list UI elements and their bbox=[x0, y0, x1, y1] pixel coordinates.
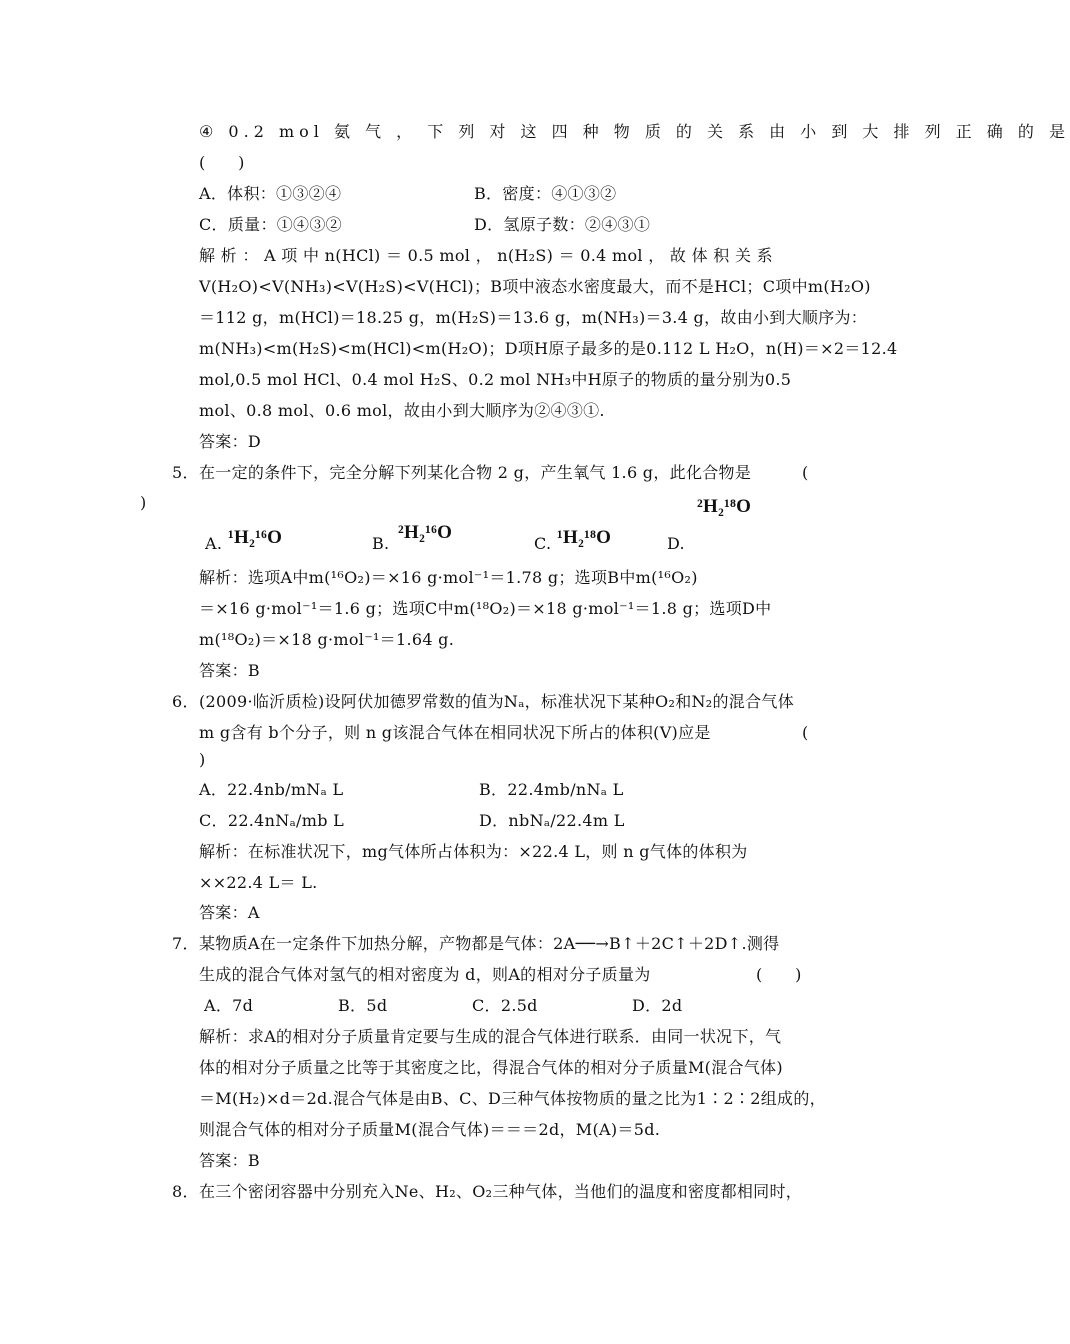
q6-paren-open: ( bbox=[802, 723, 809, 742]
q6-option-d: D．nbNₐ/22.4m L bbox=[479, 811, 625, 830]
q5-option-d-formula: ²H₂¹⁸O bbox=[697, 496, 752, 517]
q5-option-a-label: A. bbox=[205, 534, 223, 553]
q5-option-c-label: C. bbox=[534, 534, 552, 553]
q5-analysis-line: 解析：选项A中m(¹⁶O₂)＝×16 g·mol⁻¹＝1.78 g；选项B中m(¹⁶O₂) bbox=[199, 568, 698, 587]
q4-option-b: B．密度：④①③② bbox=[474, 184, 617, 203]
q7-option-b: B．5d bbox=[338, 996, 388, 1015]
q6-option-a: A．22.4nb/mNₐ L bbox=[199, 780, 344, 799]
q4-answer-paren: ( ) bbox=[199, 153, 245, 172]
q7-analysis-line: ＝M(H₂)×d＝2d.混合气体是由B、C、D三种气体按物质的量之比为1∶2∶2组成的， bbox=[199, 1089, 826, 1108]
q5-option-b-formula: ²H₂¹⁶O bbox=[398, 522, 453, 543]
q5-analysis-line: m(¹⁸O₂)＝×18 g·mol⁻¹＝1.64 g. bbox=[199, 630, 455, 649]
q5-number: 5． bbox=[172, 463, 199, 482]
q7-option-c: C．2.5d bbox=[472, 996, 538, 1015]
q7-stem-line: 某物质A在一定条件下加热分解，产物都是气体：2A──→B↑＋2C↑＋2D↑.测得 bbox=[199, 934, 780, 953]
q5-stem: 在一定的条件下，完全分解下列某化合物 2 g，产生氧气 1.6 g，此化合物是 bbox=[199, 463, 752, 482]
q5-option-c-formula: ¹H₂¹⁸O bbox=[557, 527, 612, 548]
q5-answer: 答案：B bbox=[199, 661, 260, 680]
q5-paren-close: ) bbox=[140, 493, 147, 512]
q7-answer-paren: ( ) bbox=[756, 965, 802, 984]
q4-analysis-line: ＝112 g，m(HCl)＝18.25 g，m(H₂S)＝13.6 g，m(NH₃)＝3.4 g，故由小到大顺序为： bbox=[199, 308, 868, 327]
q6-option-c: C．22.4nNₐ/mb L bbox=[199, 811, 345, 830]
q6-analysis-line: ××22.4 L＝ L. bbox=[199, 873, 318, 892]
q7-analysis-line: 体的相对分子质量之比等于其密度之比，得混合气体的相对分子质量M(混合气体) bbox=[199, 1058, 783, 1077]
q7-option-a: A．7d bbox=[204, 996, 254, 1015]
q4-analysis-line: 解 析 ： A 项 中 n(HCl) ＝ 0.5 mol ， n(H₂S) ＝ 0.4 mol ， 故 体 积 关 系 bbox=[199, 246, 773, 265]
q6-option-b: B．22.4mb/nNₐ L bbox=[479, 780, 624, 799]
q8-number: 8． bbox=[172, 1182, 199, 1201]
q7-analysis-line: 则混合气体的相对分子质量M(混合气体)＝＝＝2d，M(A)＝5d. bbox=[199, 1120, 661, 1139]
q4-option-a: A．体积：①③②④ bbox=[199, 184, 342, 203]
q6-answer: 答案：A bbox=[199, 903, 260, 922]
q7-analysis-line: 解析：求A的相对分子质量肯定要与生成的混合气体进行联系．由同一状况下，气 bbox=[199, 1027, 782, 1046]
q5-option-a-formula: ¹H₂¹⁶O bbox=[228, 527, 283, 548]
q4-analysis-line: m(NH₃)<m(H₂S)<m(HCl)<m(H₂O)；D项H原子最多的是0.112 L H₂O，n(H)＝×2＝12.4 bbox=[199, 339, 898, 358]
q8-stem-line: 在三个密闭容器中分别充入Ne、H₂、O₂三种气体，当他们的温度和密度都相同时， bbox=[199, 1182, 803, 1201]
q5-option-b-label: B. bbox=[372, 534, 390, 553]
q5-option-d-label: D. bbox=[667, 534, 685, 553]
q4-answer: 答案：D bbox=[199, 432, 262, 451]
q7-answer: 答案：B bbox=[199, 1151, 260, 1170]
q4-stem-line: ④ 0.2 mol 氨 气 ， 下 列 对 这 四 种 物 质 的 关 系 由 小 到 大 排 列 正 确 的 是 bbox=[199, 122, 1070, 141]
q7-stem-line: 生成的混合气体对氢气的相对密度为 d，则A的相对分子质量为 bbox=[199, 965, 651, 984]
q7-number: 7． bbox=[172, 934, 199, 953]
q5-analysis-line: ＝×16 g·mol⁻¹＝1.6 g；选项C中m(¹⁸O₂)＝×18 g·mol⁻¹＝1.8 g；选项D中 bbox=[199, 599, 772, 618]
q4-analysis-line: mol,0.5 mol HCl、0.4 mol H₂S、0.2 mol NH₃中H原子的物质的量分别为0.5 bbox=[199, 370, 792, 389]
q4-analysis-line: V(H₂O)<V(NH₃)<V(H₂S)<V(HCl)；B项中液态水密度最大，而不是HCl；C项中m(H₂O) bbox=[199, 277, 871, 296]
q4-option-c: C．质量：①④③② bbox=[199, 215, 342, 234]
q6-stem-line: (2009·临沂质检)设阿伏加德罗常数的值为Nₐ，标准状况下某种O₂和N₂的混合气体 bbox=[199, 692, 795, 711]
q4-analysis-line: mol、0.8 mol、0.6 mol，故由小到大顺序为②④③①. bbox=[199, 401, 605, 420]
q5-paren-open: ( bbox=[802, 463, 809, 482]
q6-paren-close: ) bbox=[199, 750, 206, 769]
q7-option-d: D．2d bbox=[632, 996, 683, 1015]
q6-stem-line: m g含有 b个分子，则 n g该混合气体在相同状况下所占的体积(V)应是 bbox=[199, 723, 711, 742]
q6-number: 6． bbox=[172, 692, 199, 711]
q4-option-d: D．氢原子数：②④③① bbox=[474, 215, 651, 234]
q6-analysis-line: 解析：在标准状况下，mg气体所占体积为：×22.4 L，则 n g气体的体积为 bbox=[199, 842, 748, 861]
